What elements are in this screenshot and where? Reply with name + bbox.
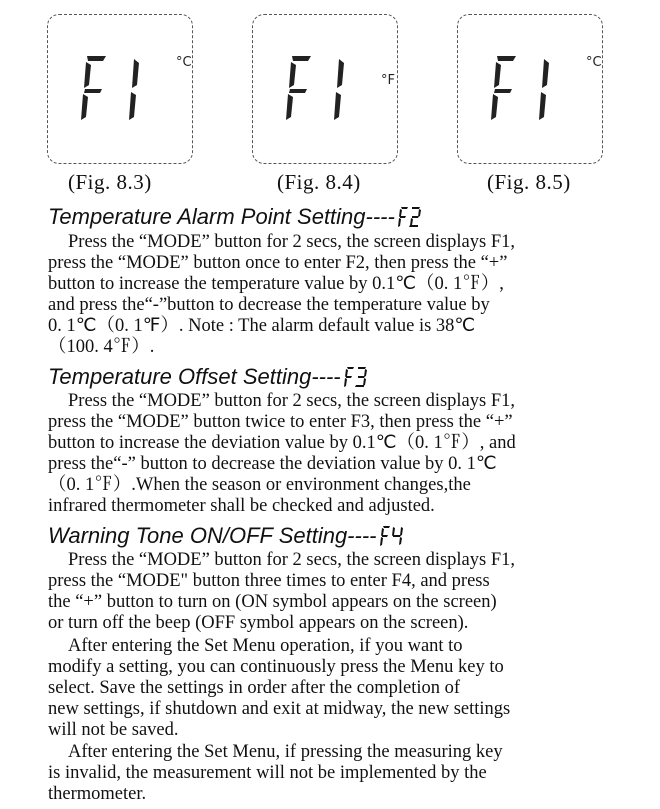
lcd-code-f4 (380, 525, 406, 547)
text-line: is invalid, the measurement will not be implemented by the (48, 763, 487, 783)
unit-label: °F (381, 73, 395, 88)
text-line: press the “MODE” button twice to enter F3, then press the “+” (48, 412, 513, 432)
unit-label: °C (176, 55, 192, 70)
lcd-figure-8-4 (252, 14, 398, 164)
lcd-code-f3 (344, 366, 370, 388)
text-line: select. Save the settings in order after the completion of (48, 678, 461, 698)
text-line: （100. 4℉）. (48, 337, 155, 357)
text-line: press the “MODE" button three times to enter F4, and press (48, 571, 490, 591)
note-paragraph-save (48, 636, 638, 741)
text-line: will not be saved. (48, 720, 179, 740)
text-line: button to increase the deviation value by 0.1℃（0. 1℉）, and (48, 433, 516, 453)
section-paragraph-alarm (48, 232, 638, 358)
text-line: button to increase the temperature value by 0.1℃（0. 1℉）, (48, 274, 504, 294)
figure-caption: (Fig. 8.3) (68, 170, 152, 194)
text-line: the “+” button to turn on (ON symbol appears on the screen) (48, 592, 497, 612)
text-line: thermometer. (48, 784, 147, 804)
lcd-figure-8-5 (457, 14, 603, 164)
text-line: Press the “MODE” button for 2 secs, the screen displays F1, (68, 550, 515, 570)
note-paragraph-measuring-key (48, 742, 638, 805)
text-line: or turn off the beep (OFF symbol appears on the screen). (48, 613, 469, 633)
lcd-digits-f1 (78, 53, 164, 123)
text-line: modify a setting, you can continuously press the Menu key to (48, 657, 504, 677)
section-paragraph-warning-tone (48, 550, 638, 634)
text-line: Press the “MODE” button for 2 secs, the screen displays F1, (68, 232, 515, 252)
section-heading-warning-tone (48, 523, 406, 549)
heading-text: Temperature Alarm Point Setting---- (48, 204, 395, 229)
text-line: After entering the Set Menu operation, if you want to (68, 636, 463, 656)
lcd-digits-f1 (283, 53, 369, 123)
figure-caption: (Fig. 8.4) (277, 170, 361, 194)
text-line: press the“-” button to decrease the deviation value by 0. 1℃ (48, 454, 497, 474)
lcd-code-f2 (398, 206, 424, 228)
section-paragraph-offset (48, 391, 638, 517)
text-line: 0. 1℃（0. 1℉）. Note : The alarm default value is 38℃ (48, 316, 476, 336)
lcd-digits-f1 (488, 53, 574, 123)
section-heading-alarm (48, 204, 424, 230)
text-line: new settings, if shutdown and exit at midway, the new settings (48, 699, 511, 719)
lcd-figure-8-3 (47, 14, 193, 164)
unit-label: °C (586, 55, 602, 70)
text-line: and press the“-”button to decrease the temperature value by (48, 295, 490, 315)
text-line: After entering the Set Menu, if pressing the measuring key (68, 742, 503, 762)
text-line: press the “MODE” button once to enter F2, then press the “+” (48, 253, 508, 273)
text-line: infrared thermometer shall be checked and adjusted. (48, 496, 435, 516)
section-heading-offset (48, 364, 370, 390)
heading-text: Temperature Offset Setting---- (48, 364, 341, 389)
figure-caption: (Fig. 8.5) (487, 170, 571, 194)
text-line: （0. 1℉）.When the season or environment changes,the (48, 475, 471, 495)
text-line: Press the “MODE” button for 2 secs, the screen displays F1, (68, 391, 515, 411)
heading-text: Warning Tone ON/OFF Setting---- (48, 523, 377, 548)
